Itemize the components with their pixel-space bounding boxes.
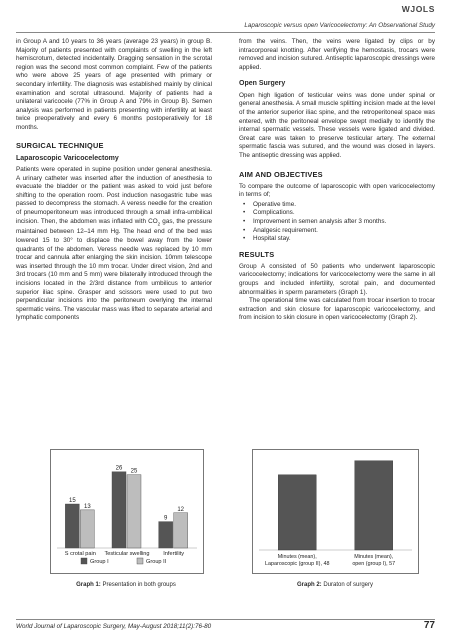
category-label-line-2: open (group I), 57 <box>352 561 396 567</box>
results-paragraph-1: Group A consisted of 50 patients who underwent laparoscopic varicocelectomy; indications for varicocelectomy were the same in all groups and included infertility, scrotal pain, and documented abnormalities in sperm parameters (Graph 1). <box>239 262 435 296</box>
legend-swatch-group-i <box>81 558 87 564</box>
top-header <box>0 0 449 18</box>
open-surgery-paragraph: Open high ligation of testicular veins was done under spinal or general anesthesia. A small muscle splitting incision made at the level of the anterior superior iliac spine, and the retroperitoneal space was entered, with the peritoneal envelope swept medially to identify the internal spermatic vessels. These vessels were ligated and divided. Great care was taken to preserve testicular artery. The external spermatic fascia was sutured, and the wound was closed in layers. The antiseptic dressing was applied. <box>239 91 435 160</box>
legend-label-group-i: Group I <box>90 559 109 565</box>
section-heading-aims: AIM AND OBJECTIVES <box>239 169 323 179</box>
aims-paragraph: To compare the outcome of laparoscopic with open varicocelectomy in terms of; <box>239 182 435 199</box>
aims-list <box>239 201 435 244</box>
intro-paragraph: in Group A and 10 years to 36 years (average 23 years) in group B. Majority of patients presented with complaints of swelling in the left hemiscrotum, detected incidentally. Dragging sensation in the scrotal region was the second most common complaint. Few of the patients who were above 25 years of age presented with primary or secondary infertility. The diagnosis was established mainly by clinical examination and scrotal ultrasound. Majority of patients had a unilateral varicocele (77% in Group A and 79% in Group B). Semen analysis was performed in patients presenting with infertility at least twice preoperatively and every 6 months postoperatively for 18 months. <box>16 38 212 131</box>
graph-2-caption: Graph 2: Duraton of surgery <box>296 582 374 588</box>
bar-group-ii <box>127 475 141 548</box>
bar-duration <box>278 475 316 550</box>
left-column <box>16 38 212 323</box>
category-label-line-1: Minutes (mean), <box>277 554 317 560</box>
data-label: 13 <box>83 503 91 510</box>
subheading-laparoscopic: Laparoscopic Varicocelectomy <box>16 154 119 162</box>
category-label: S crotal pain <box>64 551 96 557</box>
data-label: 9 <box>163 515 168 522</box>
laparoscopic-paragraph: Patients were operated in supine position under general anesthesia. A urinary catheter was inserted after the induction of anesthesia to evacuate the bladder or the patient was asked to void just before shifting to the operation room. Post induction nasogastric tube was passed to decompress the stomach. A veress needle for the creation of pneumoperitoneum was introduced through a small infra-umbilical incision. Then, the abdomen was inflated with $CO_2$ gas, the pressure maintained between 12–14 mm Hg. The head end of the bed was lowered 15 to 30° to displace the bowel away from the lower quadrants of the abdomen. Veress needle was replaced by 10 mm trocar and cannula after enlarging the skin incision. 10mm telescope was inserted through the 10 mm trocar. Under direct vision, 2nd and 3rd trocars (10 mm and 5 mm) were bilaterally introduced through the incisions located in the 2/3rd distance from umbilicus to anterior superior iliac spine. Grasper and scissors were used to put two perpendicular incisions into the peritoneum overlying the internal spermatic veins. The vascular mass was lifted to separate arterial and lymphatic components <box>16 166 213 322</box>
subheading-open-surgery: Open Surgery <box>239 80 286 88</box>
page-number: 77 <box>423 620 435 631</box>
list-item: • Hospital stay. <box>253 235 435 244</box>
list-item: • Analgesic requirement. <box>253 227 435 236</box>
category-label: Infertility <box>163 551 185 557</box>
data-label: 25 <box>130 468 138 475</box>
journal-abbrev: WJOLS <box>401 4 435 14</box>
right-column <box>239 38 435 323</box>
bar-group-i <box>159 522 173 548</box>
graph-1-frame <box>50 449 204 574</box>
graph-2-chart <box>253 450 418 573</box>
data-label: 12 <box>177 506 185 513</box>
bar-group-ii <box>174 513 188 548</box>
category-label-line-2: Laparoscopic (group II), 48 <box>265 561 330 567</box>
data-label: 15 <box>68 498 76 504</box>
data-label: 26 <box>115 465 123 472</box>
section-heading-results: RESULTS <box>239 249 275 259</box>
continued-paragraph: from the veins. Then, the veins were ligated by clips or by intracorporeal knotting. After verifying the hemostasis, trocars were removed and incision sutured. Antiseptic laparoscopic dressings were applied. <box>239 38 435 71</box>
graph-2-frame <box>252 449 419 574</box>
list-item: • Improvement in semen analysis after 3 months. <box>253 218 435 227</box>
graph-1-caption: Graph 1: Presentation in both groups <box>76 582 176 588</box>
bar-group-ii <box>80 510 94 548</box>
footer-rule <box>16 619 435 620</box>
footer-journal: World Journal of Laparoscopic Surgery, May-August 2018;11(2):76-80 <box>16 623 212 630</box>
running-title: Laparoscopic versus open Varicocelectomy: An Observational Study <box>244 22 435 29</box>
bar-duration <box>355 461 393 550</box>
section-heading-technique: SURGICAL TECHNIQUE <box>16 140 104 150</box>
list-item: • Operative time. <box>253 201 435 210</box>
list-item: • Complications. <box>253 209 435 218</box>
bar-group-i <box>112 472 126 548</box>
category-label-line-1: Minutes (mean), <box>354 554 394 560</box>
header-rule <box>16 32 435 33</box>
legend-swatch-group-ii <box>137 558 143 564</box>
results-paragraph-2: The operational time was calculated from trocar insertion to trocar extraction and skin closure for laparoscopic varicocelectomy, and from incision to skin closure in open varicocelectomy (Graph 2). <box>239 297 435 322</box>
bar-group-i <box>65 504 79 548</box>
legend-label-group-ii: Group II <box>146 559 167 565</box>
category-label: Testicular swelling <box>104 551 150 557</box>
graph-1-chart <box>51 450 203 573</box>
